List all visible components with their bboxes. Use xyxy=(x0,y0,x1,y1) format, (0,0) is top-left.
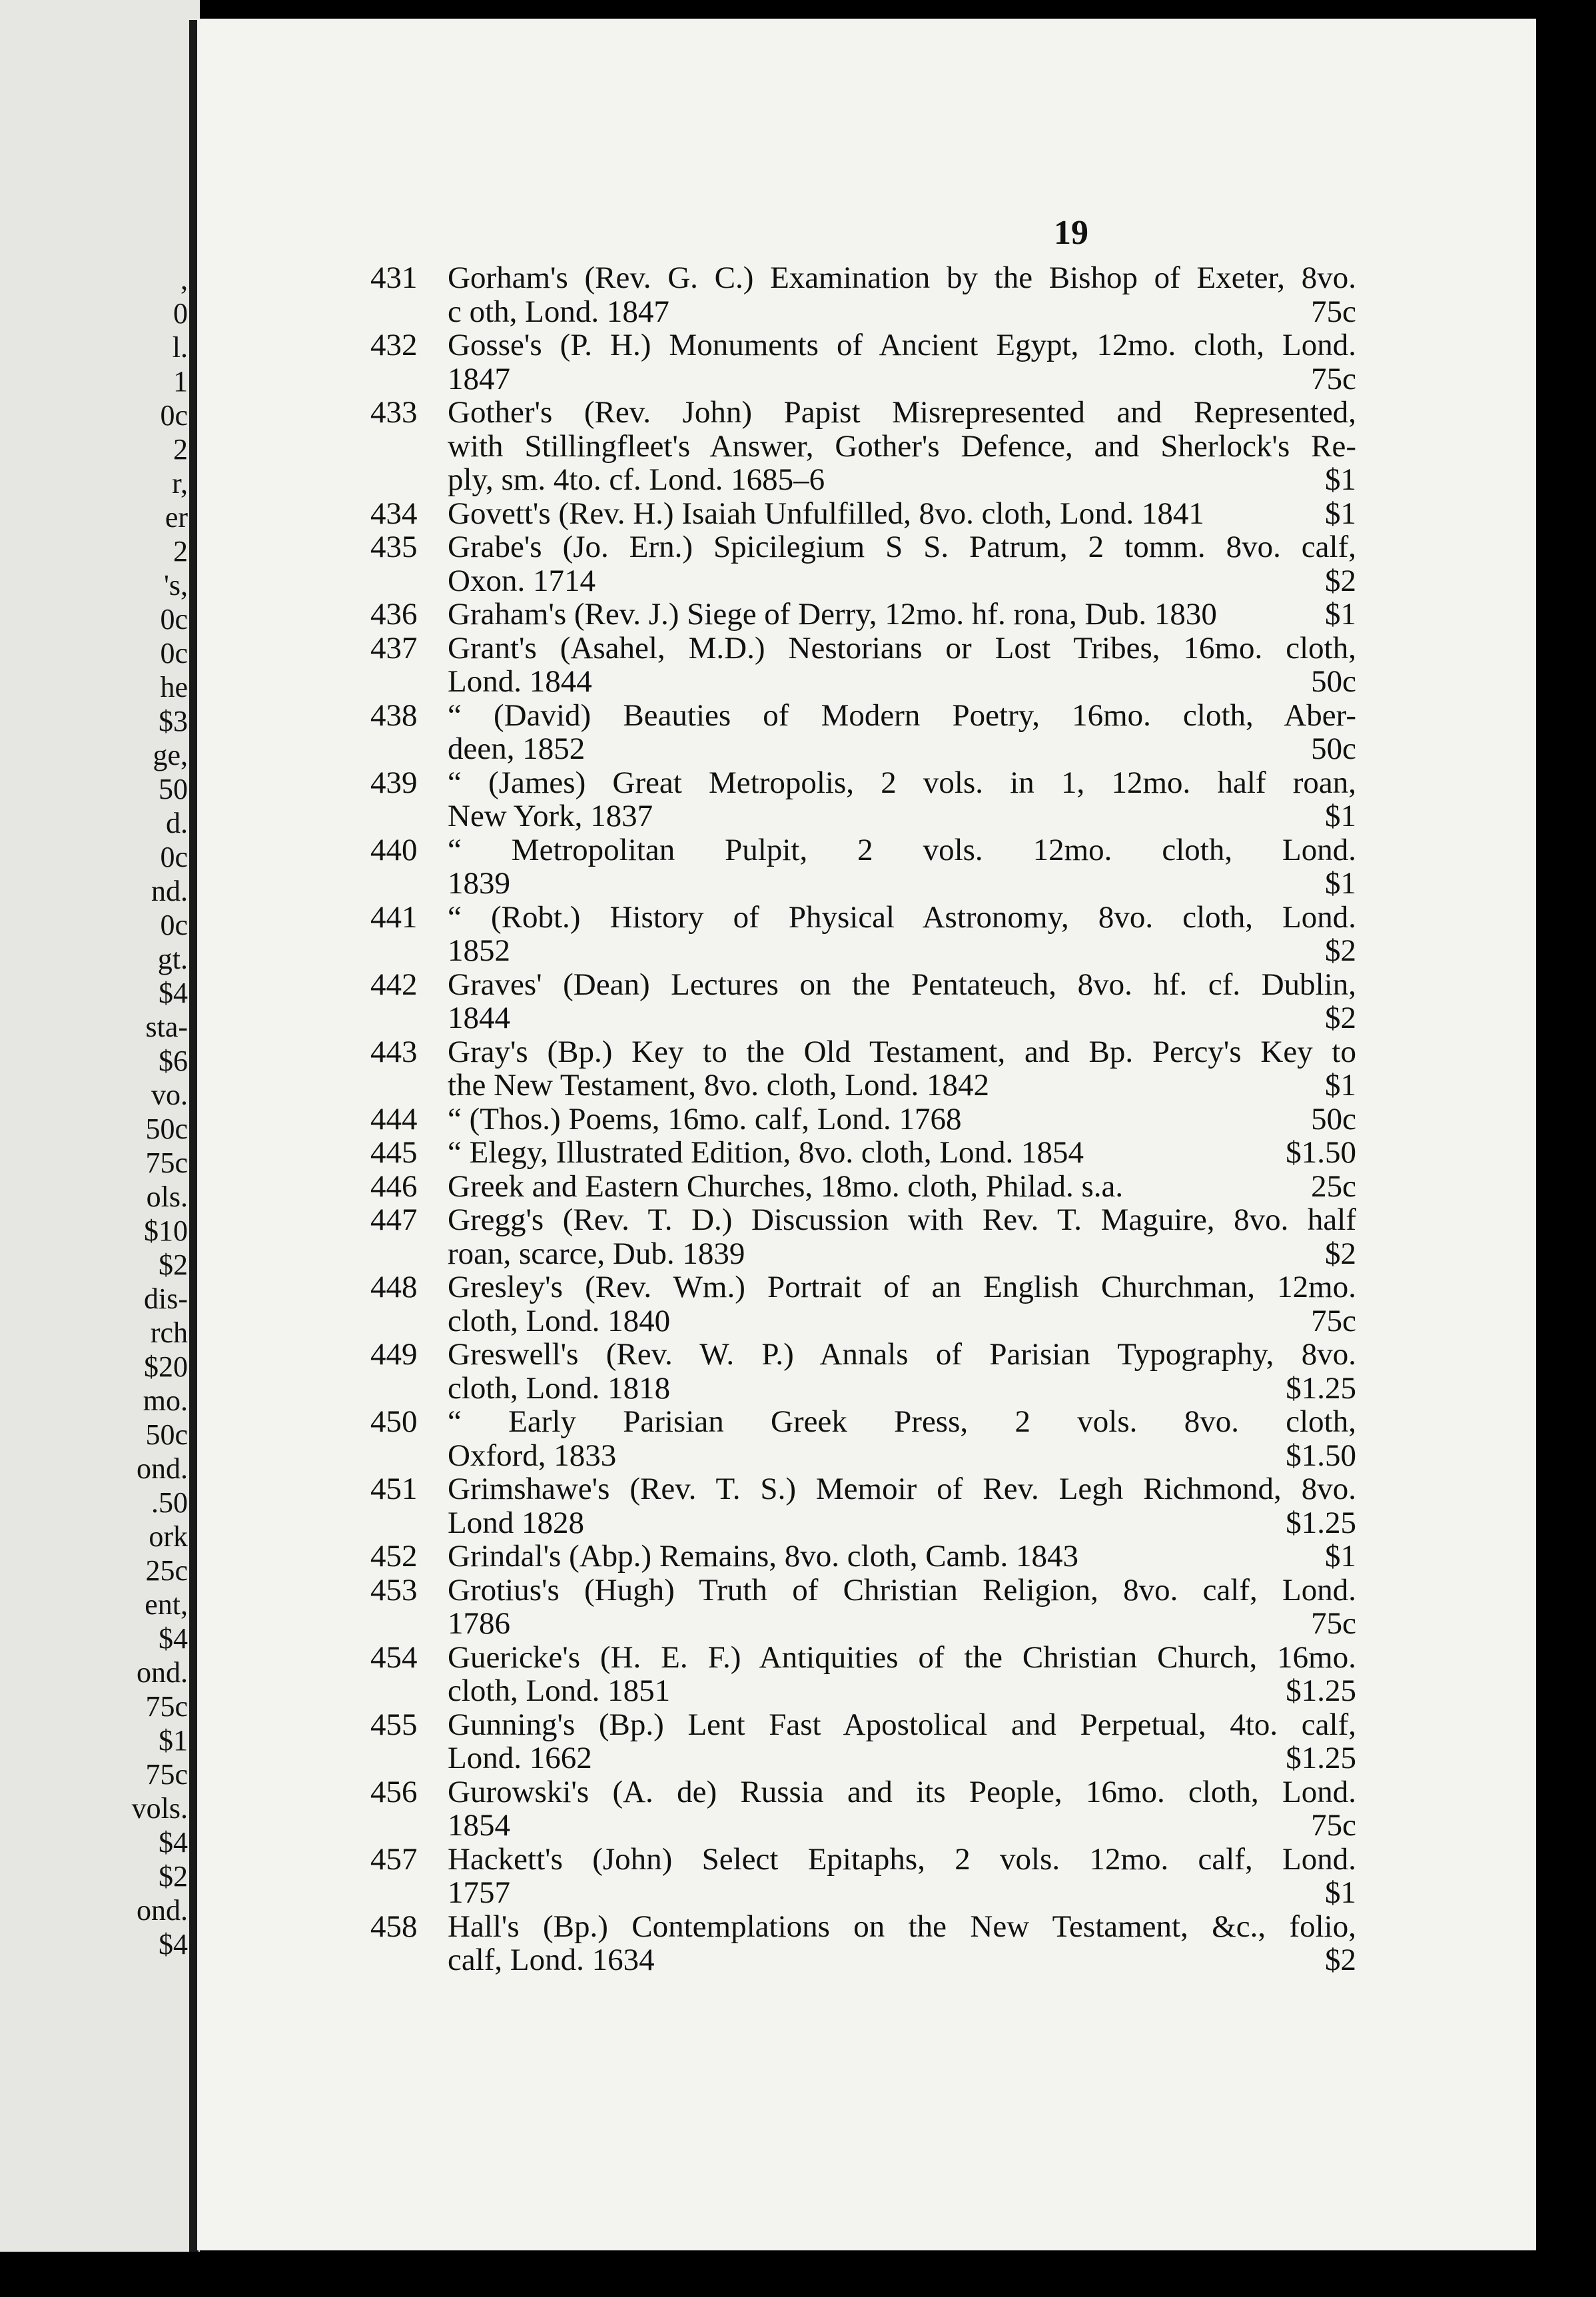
entry-number: 453 xyxy=(370,1572,418,1608)
entry-number: 442 xyxy=(370,967,418,1002)
left-margin-fragment: 0c xyxy=(160,909,188,941)
catalog-entry xyxy=(370,1203,1356,1270)
entry-text-line: ply, sm. 4to. cf. Lond. 1685–6 xyxy=(448,462,825,497)
left-margin-fragment: $3 xyxy=(159,705,188,737)
entry-number: 440 xyxy=(370,832,418,867)
entry-text-line: Lond 1828 xyxy=(448,1505,584,1540)
entry-last-line xyxy=(448,799,1356,833)
entry-price: $1.50 xyxy=(1286,1438,1356,1473)
catalog-entry xyxy=(370,1641,1356,1708)
catalog-entry xyxy=(370,396,1356,497)
entry-text-line: “ Elegy, Illustrated Edition, 8vo. cloth, Lond. 1854 xyxy=(448,1135,1084,1170)
entry-price: $1 xyxy=(1325,866,1356,901)
entry-price: $2 xyxy=(1325,1001,1356,1035)
entry-last-line xyxy=(448,1607,1356,1641)
left-margin-fragment: 0c xyxy=(160,637,188,670)
entry-last-line xyxy=(448,1741,1356,1775)
catalog-entry xyxy=(370,766,1356,833)
entry-text-line: Gosse's (P. H.) Monuments of Ancient Egypt, 12mo. cloth, Lond. xyxy=(448,328,1356,362)
left-margin-fragment: dis- xyxy=(144,1282,188,1315)
entry-last-line xyxy=(448,295,1356,329)
entry-number: 457 xyxy=(370,1841,418,1877)
entry-text-line: “ Early Parisian Greek Press, 2 vols. 8vo. cloth, xyxy=(448,1404,1356,1439)
entry-text-line: Gunning's (Bp.) Lent Fast Apostolical and Perpetual, 4to. calf, xyxy=(448,1707,1356,1742)
left-margin-fragment: ond. xyxy=(137,1452,188,1485)
entry-text-line: Grant's (Asahel, M.D.) Nestorians or Lost Tribes, 16mo. cloth, xyxy=(448,630,1356,666)
entry-last-line xyxy=(448,497,1356,531)
entry-last-line xyxy=(448,463,1356,497)
left-margin-fragment: $4 xyxy=(159,1928,188,1961)
entry-text-line: 1852 xyxy=(448,933,510,968)
entry-number: 441 xyxy=(370,899,418,935)
left-margin-fragment: sta- xyxy=(145,1011,188,1043)
catalog-entry xyxy=(370,261,1356,328)
entry-text-line: calf, Lond. 1634 xyxy=(448,1943,655,1977)
left-margin-fragment: ond. xyxy=(137,1894,188,1927)
catalog-entry xyxy=(370,1775,1356,1843)
entry-text-line: Oxon. 1714 xyxy=(448,563,596,598)
left-margin-fragment: he xyxy=(160,671,188,703)
entry-number: 449 xyxy=(370,1337,418,1372)
entry-number: 448 xyxy=(370,1270,418,1304)
entry-price: $1 xyxy=(1325,1875,1356,1910)
entry-last-line xyxy=(448,1674,1356,1708)
catalog-entry xyxy=(370,968,1356,1035)
left-margin-fragment: gt. xyxy=(157,943,188,975)
entry-text-line: Gray's (Bp.) Key to the Old Testament, and Bp. Percy's Key to xyxy=(448,1034,1356,1069)
entry-text-line: Graves' (Dean) Lectures on the Pentateuch, 8vo. hf. cf. Dublin, xyxy=(448,967,1356,1002)
entry-number: 447 xyxy=(370,1202,418,1237)
entry-number: 434 xyxy=(370,496,418,531)
entry-text-line: Greek and Eastern Churches, 18mo. cloth, Philad. s.a. xyxy=(448,1168,1124,1204)
entry-last-line xyxy=(448,1237,1356,1271)
left-margin-fragment: 50c xyxy=(145,1113,188,1145)
catalog-entry xyxy=(370,833,1356,901)
entry-price: $2 xyxy=(1325,1943,1356,1977)
entry-last-line xyxy=(448,1136,1356,1170)
entry-number: 450 xyxy=(370,1404,418,1439)
entry-price: $1.25 xyxy=(1286,1370,1356,1406)
catalog-entry xyxy=(370,530,1356,598)
left-margin-fragment: 50c xyxy=(145,1418,188,1451)
entry-number: 436 xyxy=(370,597,418,632)
entry-number: 451 xyxy=(370,1472,418,1506)
catalog-entry xyxy=(370,1540,1356,1574)
entry-price: $2 xyxy=(1325,563,1356,598)
entry-text-line: New York, 1837 xyxy=(448,799,653,833)
entry-text-line: 1839 xyxy=(448,866,510,901)
left-margin-fragment: $4 xyxy=(159,1826,188,1859)
left-margin-fragment: 0 xyxy=(173,297,188,330)
entry-last-line xyxy=(448,1943,1356,1977)
left-margin-fragment: $1 xyxy=(159,1724,188,1757)
catalog-entry xyxy=(370,497,1356,531)
catalog-entry xyxy=(370,1170,1356,1204)
left-margin-fragment: 25c xyxy=(145,1554,188,1587)
entry-number: 435 xyxy=(370,530,418,564)
entry-price: $1.25 xyxy=(1286,1673,1356,1708)
left-margin-fragment: 's, xyxy=(163,569,188,602)
entry-text-line: with Stillingfleet's Answer, Gother's Defence, and Sherlock's Re- xyxy=(448,428,1356,464)
entry-text-line: Gurowski's (A. de) Russia and its People, 16mo. cloth, Lond. xyxy=(448,1774,1356,1809)
entry-number: 432 xyxy=(370,328,418,362)
entry-price: $1 xyxy=(1325,1068,1356,1103)
entry-text-line: cloth, Lond. 1840 xyxy=(448,1303,671,1338)
left-margin-fragment: $2 xyxy=(159,1248,188,1281)
entry-text-line: Guericke's (H. E. F.) Antiquities of the Christian Church, 16mo. xyxy=(448,1639,1356,1675)
entry-price: $1.50 xyxy=(1286,1135,1356,1170)
entry-price: $1 xyxy=(1325,1539,1356,1574)
entry-last-line xyxy=(448,1069,1356,1103)
entry-last-line xyxy=(448,564,1356,598)
entry-last-line xyxy=(448,1876,1356,1910)
entry-last-line xyxy=(448,362,1356,396)
entry-text-line: Grabe's (Jo. Ern.) Spicilegium S S. Patrum, 2 tomm. 8vo. calf, xyxy=(448,530,1356,564)
catalog-entry xyxy=(370,328,1356,396)
entry-price: $1.25 xyxy=(1286,1505,1356,1540)
entry-text-line: Lond. 1662 xyxy=(448,1741,592,1775)
left-margin-fragment: $4 xyxy=(159,977,188,1009)
entry-text-line: 1844 xyxy=(448,1001,510,1035)
catalog-entry xyxy=(370,1338,1356,1405)
left-margin-fragment: , xyxy=(181,263,188,296)
entry-last-line xyxy=(448,934,1356,968)
entry-text-line: the New Testament, 8vo. cloth, Lond. 1842 xyxy=(448,1068,989,1103)
left-margin-fragment: .50 xyxy=(151,1486,188,1519)
left-margin-fragment: 50 xyxy=(159,773,188,805)
entry-last-line xyxy=(448,1001,1356,1035)
catalog-entry xyxy=(370,1103,1356,1137)
scan-border xyxy=(0,2252,1596,2297)
catalog-entry xyxy=(370,1910,1356,1977)
left-margin-fragment: er xyxy=(165,501,188,534)
entry-text-line: 1854 xyxy=(448,1808,510,1843)
entry-last-line xyxy=(448,598,1356,632)
entry-text-line: Graham's (Rev. J.) Siege of Derry, 12mo. hf. rona, Dub. 1830 xyxy=(448,597,1217,632)
entry-text-line: c oth, Lond. 1847 xyxy=(448,294,669,329)
entry-text-line: roan, scarce, Dub. 1839 xyxy=(448,1236,745,1271)
left-margin-fragment: ge, xyxy=(153,739,188,771)
catalog-entries xyxy=(370,261,1356,1977)
catalog-entry xyxy=(370,901,1356,968)
left-margin-fragment: 2 xyxy=(173,433,188,466)
entry-text-line: Grindal's (Abp.) Remains, 8vo. cloth, Camb. 1843 xyxy=(448,1539,1079,1574)
entry-last-line xyxy=(448,732,1356,766)
entry-number: 438 xyxy=(370,697,418,733)
entry-text-line: “ (Thos.) Poems, 16mo. calf, Lond. 1768 xyxy=(448,1101,962,1137)
entry-number: 437 xyxy=(370,630,418,666)
left-margin-fragment: $20 xyxy=(144,1350,188,1383)
entry-text-line: cloth, Lond. 1851 xyxy=(448,1673,671,1708)
entry-last-line xyxy=(448,867,1356,901)
entry-price: 75c xyxy=(1311,1606,1356,1641)
entry-price: $2 xyxy=(1325,933,1356,968)
left-margin-fragment: 0c xyxy=(160,841,188,873)
left-margin-fragment: $4 xyxy=(159,1622,188,1655)
entry-number: 431 xyxy=(370,260,418,295)
catalog-entry xyxy=(370,1843,1356,1910)
catalog-entry xyxy=(370,632,1356,699)
left-margin-fragment: d. xyxy=(166,807,188,839)
entry-last-line xyxy=(448,665,1356,699)
entry-price: 75c xyxy=(1311,1303,1356,1338)
entry-text-line: Hall's (Bp.) Contemplations on the New Testament, &c., folio, xyxy=(448,1909,1356,1944)
entry-text-line: Gresley's (Rev. Wm.) Portrait of an English Churchman, 12mo. xyxy=(448,1270,1356,1304)
entry-price: 25c xyxy=(1311,1168,1356,1204)
entry-price: $1.25 xyxy=(1286,1741,1356,1775)
left-margin-fragment: l. xyxy=(172,331,188,364)
entry-last-line xyxy=(448,1170,1356,1204)
entry-text-line: Lond. 1844 xyxy=(448,664,592,699)
entry-text-line: Gregg's (Rev. T. D.) Discussion with Rev. T. Maguire, 8vo. half xyxy=(448,1202,1356,1237)
entry-number: 446 xyxy=(370,1168,418,1204)
entry-price: $1 xyxy=(1325,597,1356,632)
entry-text-line: 1786 xyxy=(448,1606,510,1641)
entry-text-line: Grotius's (Hugh) Truth of Christian Religion, 8vo. calf, Lond. xyxy=(448,1572,1356,1608)
entry-price: $1 xyxy=(1325,496,1356,531)
entry-price: 75c xyxy=(1311,294,1356,329)
catalog-entry xyxy=(370,699,1356,766)
left-margin-fragment: vols. xyxy=(131,1792,188,1825)
left-margin-fragment: vo. xyxy=(151,1079,188,1111)
left-margin-fragment: ent, xyxy=(145,1588,188,1621)
entry-text-line: Grimshawe's (Rev. T. S.) Memoir of Rev. Legh Richmond, 8vo. xyxy=(448,1472,1356,1506)
left-page-edge xyxy=(0,0,200,2252)
entry-number: 458 xyxy=(370,1909,418,1944)
entry-price: 50c xyxy=(1311,664,1356,699)
entry-number: 456 xyxy=(370,1774,418,1809)
catalog-entry xyxy=(370,1708,1356,1775)
page-number: 19 xyxy=(1054,214,1088,252)
entry-text-line: “ (Robt.) History of Physical Astronomy, 8vo. cloth, Lond. xyxy=(448,899,1356,935)
left-margin-fragment: ork xyxy=(149,1520,188,1553)
entry-text-line: “ (David) Beauties of Modern Poetry, 16mo. cloth, Aber- xyxy=(448,697,1356,733)
entry-number: 444 xyxy=(370,1101,418,1137)
entry-number: 443 xyxy=(370,1034,418,1069)
catalog-entry xyxy=(370,1472,1356,1540)
entry-last-line xyxy=(448,1506,1356,1540)
entry-last-line xyxy=(448,1304,1356,1338)
entry-text-line: Greswell's (Rev. W. P.) Annals of Parisian Typography, 8vo. xyxy=(448,1337,1356,1372)
left-margin-fragment: 0c xyxy=(160,603,188,636)
left-margin-fragment: 2 xyxy=(173,535,188,568)
left-margin-fragment: $10 xyxy=(144,1214,188,1247)
entry-text-line: Oxford, 1833 xyxy=(448,1438,617,1473)
left-margin-fragment: $2 xyxy=(159,1860,188,1893)
entry-price: 75c xyxy=(1311,361,1356,396)
entry-price: 50c xyxy=(1311,731,1356,766)
entry-last-line xyxy=(448,1372,1356,1406)
left-margin-fragment: nd. xyxy=(151,875,188,907)
entry-number: 445 xyxy=(370,1135,418,1170)
entry-price: $1 xyxy=(1325,799,1356,833)
entry-text-line: Gorham's (Rev. G. C.) Examination by the Bishop of Exeter, 8vo. xyxy=(448,260,1356,295)
entry-last-line xyxy=(448,1540,1356,1574)
entry-text-line: cloth, Lond. 1818 xyxy=(448,1370,671,1406)
left-margin-fragment: 75c xyxy=(145,1758,188,1791)
entry-price: 75c xyxy=(1311,1808,1356,1843)
entry-text-line: 1847 xyxy=(448,361,510,396)
left-margin-fragment: mo. xyxy=(143,1384,188,1417)
entry-number: 433 xyxy=(370,395,418,430)
left-margin-fragment: ond. xyxy=(137,1656,188,1689)
entry-text-line: deen, 1852 xyxy=(448,731,586,766)
catalog-entry xyxy=(370,1136,1356,1170)
catalog-entry xyxy=(370,1035,1356,1103)
entry-last-line xyxy=(448,1103,1356,1137)
entry-text-line: 1757 xyxy=(448,1875,510,1910)
catalog-entry xyxy=(370,598,1356,632)
entry-text-line: “ (James) Great Metropolis, 2 vols. in 1, 12mo. half roan, xyxy=(448,765,1356,800)
catalog-entry xyxy=(370,1405,1356,1472)
entry-text-line: Hackett's (John) Select Epitaphs, 2 vols. 12mo. calf, Lond. xyxy=(448,1841,1356,1877)
left-margin-fragment: $6 xyxy=(159,1045,188,1077)
entry-text-line: “ Metropolitan Pulpit, 2 vols. 12mo. cloth, Lond. xyxy=(448,832,1356,867)
catalog-entry xyxy=(370,1574,1356,1641)
entry-text-line: Govett's (Rev. H.) Isaiah Unfulfilled, 8vo. cloth, Lond. 1841 xyxy=(448,496,1204,531)
left-margin-fragment: rch xyxy=(150,1316,188,1349)
left-margin-fragment: 75c xyxy=(145,1147,188,1179)
entry-last-line xyxy=(448,1809,1356,1843)
entry-price: $2 xyxy=(1325,1236,1356,1271)
entry-text-line: Gother's (Rev. John) Papist Misrepresented and Represented, xyxy=(448,395,1356,430)
entry-number: 454 xyxy=(370,1639,418,1675)
entry-number: 452 xyxy=(370,1539,418,1574)
entry-price: 50c xyxy=(1311,1101,1356,1137)
catalog-entry xyxy=(370,1270,1356,1338)
entry-number: 455 xyxy=(370,1707,418,1742)
left-margin-fragment: 1 xyxy=(173,365,188,398)
left-margin-fragment: 75c xyxy=(145,1690,188,1723)
entry-number: 439 xyxy=(370,765,418,800)
left-margin-fragment: 0c xyxy=(160,399,188,432)
entry-last-line xyxy=(448,1439,1356,1473)
left-margin-fragment: ols. xyxy=(146,1180,188,1213)
entry-price: $1 xyxy=(1325,462,1356,497)
left-margin-fragment: r, xyxy=(172,467,188,500)
